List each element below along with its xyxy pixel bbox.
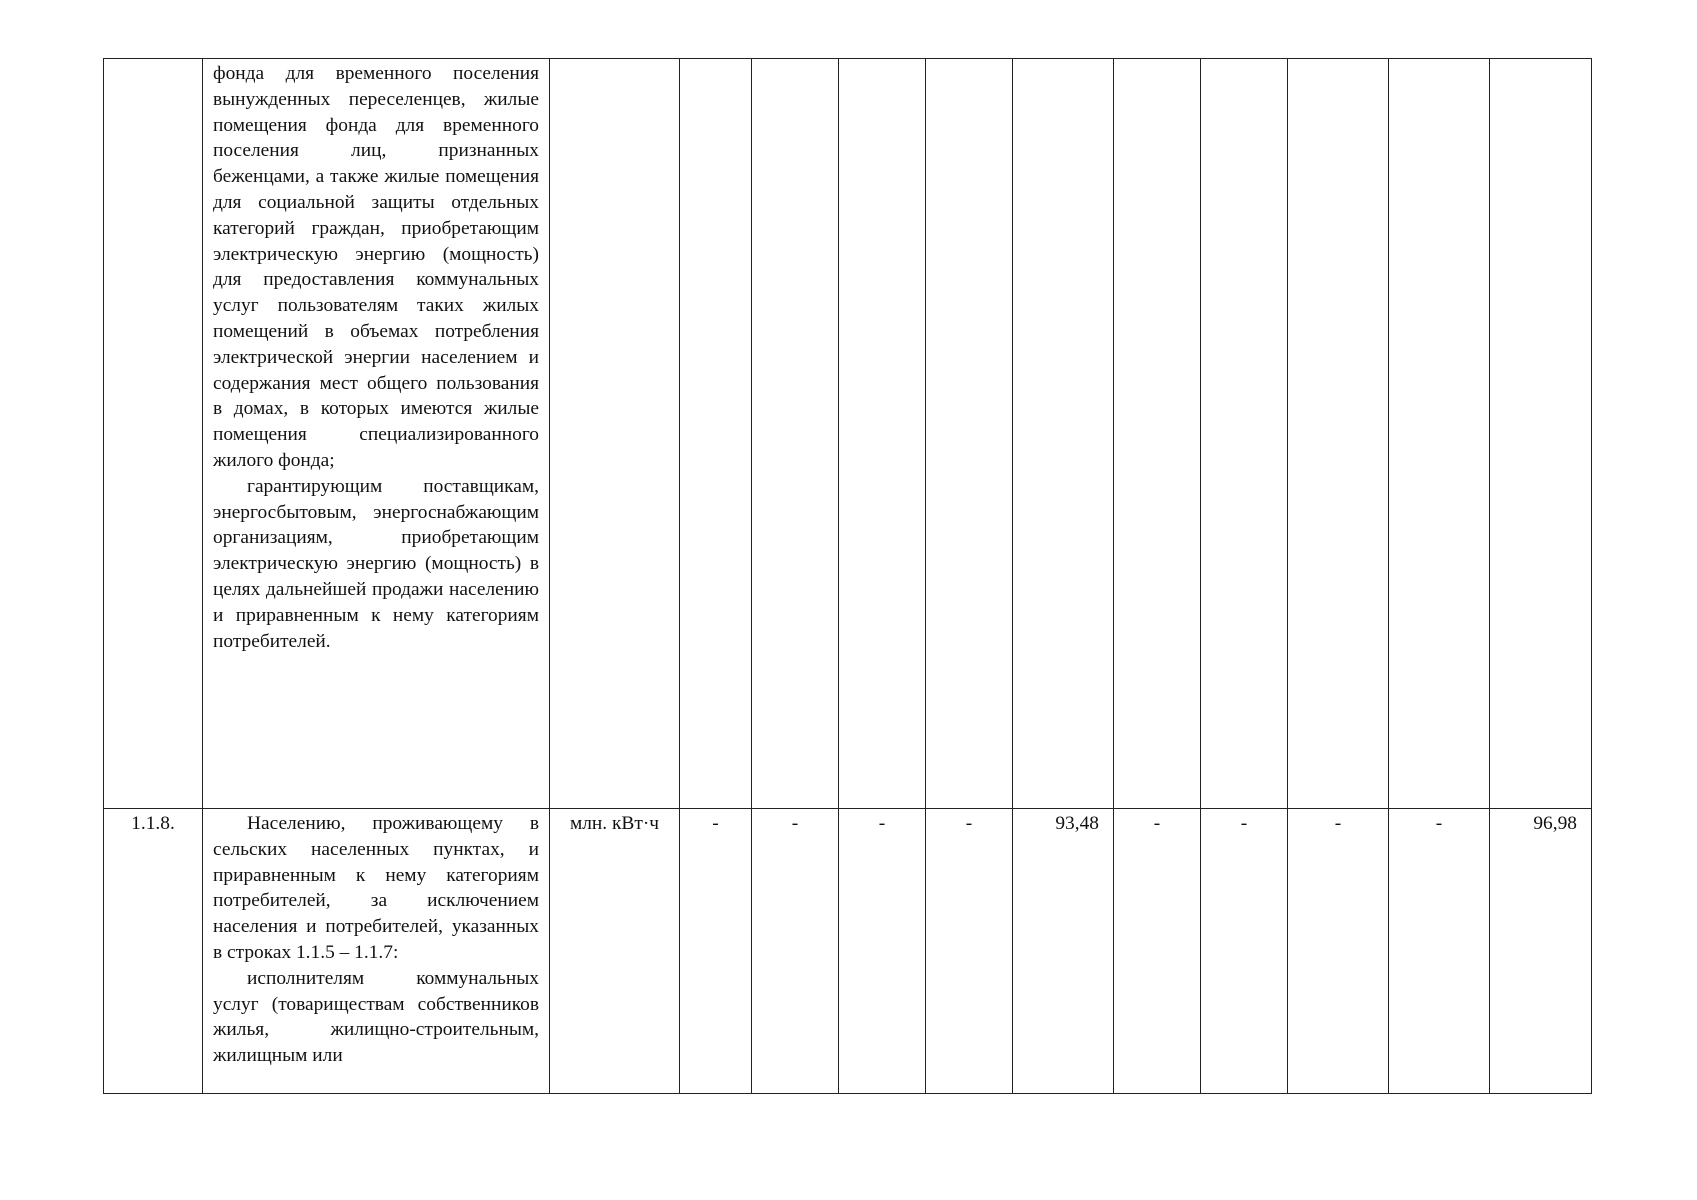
table-row xyxy=(104,809,1592,1094)
description-cell xyxy=(203,809,550,1094)
description-paragraph: фонда для временного поселения вынужденных переселенцев, жилые помещения фонда для временного поселения лиц, признанных беженцами, а также жилые помещения для социальной защиты отдельных категорий граждан, приобретающим электрическую энергию (мощность) для предоставления коммунальных услуг пользователям таких жилых помещений в объемах потребления электрической энергии населением и содержания мест общего пользования в домах, в которых имеются жилые помещения специализированного жилого фонда; xyxy=(213,63,539,471)
value-cell: - xyxy=(752,809,839,1094)
description-paragraph: исполнителям коммунальных услуг (товариществам собственников жилья, жилищно-строительным, жилищным или xyxy=(213,967,539,1067)
table-row xyxy=(104,59,1592,809)
unit-cell: млн. кВт·ч xyxy=(550,809,680,1094)
value-cell xyxy=(926,59,1013,809)
value-cell: 93,48 xyxy=(1013,809,1114,1094)
description-paragraph: Населению, проживающему в сельских населенных пунктах, и приравненным к нему категориям потребителей, за исключением населения и потребителей, указанных в строках 1.1.5 – 1.1.7: xyxy=(213,813,539,963)
value-cell: - xyxy=(1114,809,1201,1094)
row-number-cell xyxy=(104,59,203,809)
value-cell: - xyxy=(680,809,752,1094)
unit-cell xyxy=(550,59,680,809)
description-cell xyxy=(203,59,550,809)
value-cell xyxy=(1114,59,1201,809)
value-cell: - xyxy=(926,809,1013,1094)
value-cell xyxy=(1389,59,1490,809)
value-cell xyxy=(680,59,752,809)
row-number-cell: 1.1.8. xyxy=(104,809,203,1094)
value-cell xyxy=(1201,59,1288,809)
value-cell xyxy=(1288,59,1389,809)
tariff-table xyxy=(103,58,1592,1094)
value-cell: - xyxy=(1288,809,1389,1094)
value-cell: 96,98 xyxy=(1490,809,1592,1094)
value-cell xyxy=(752,59,839,809)
value-cell xyxy=(1490,59,1592,809)
value-cell: - xyxy=(839,809,926,1094)
value-cell xyxy=(1013,59,1114,809)
value-cell: - xyxy=(1201,809,1288,1094)
value-cell: - xyxy=(1389,809,1490,1094)
description-paragraph: гарантирующим поставщикам, энергосбытовым, энергоснабжающим организациям, приобретающим электрическую энергию (мощность) в целях дальнейшей продажи населению и приравненным к нему категориям потребителей. xyxy=(213,475,539,652)
value-cell xyxy=(839,59,926,809)
